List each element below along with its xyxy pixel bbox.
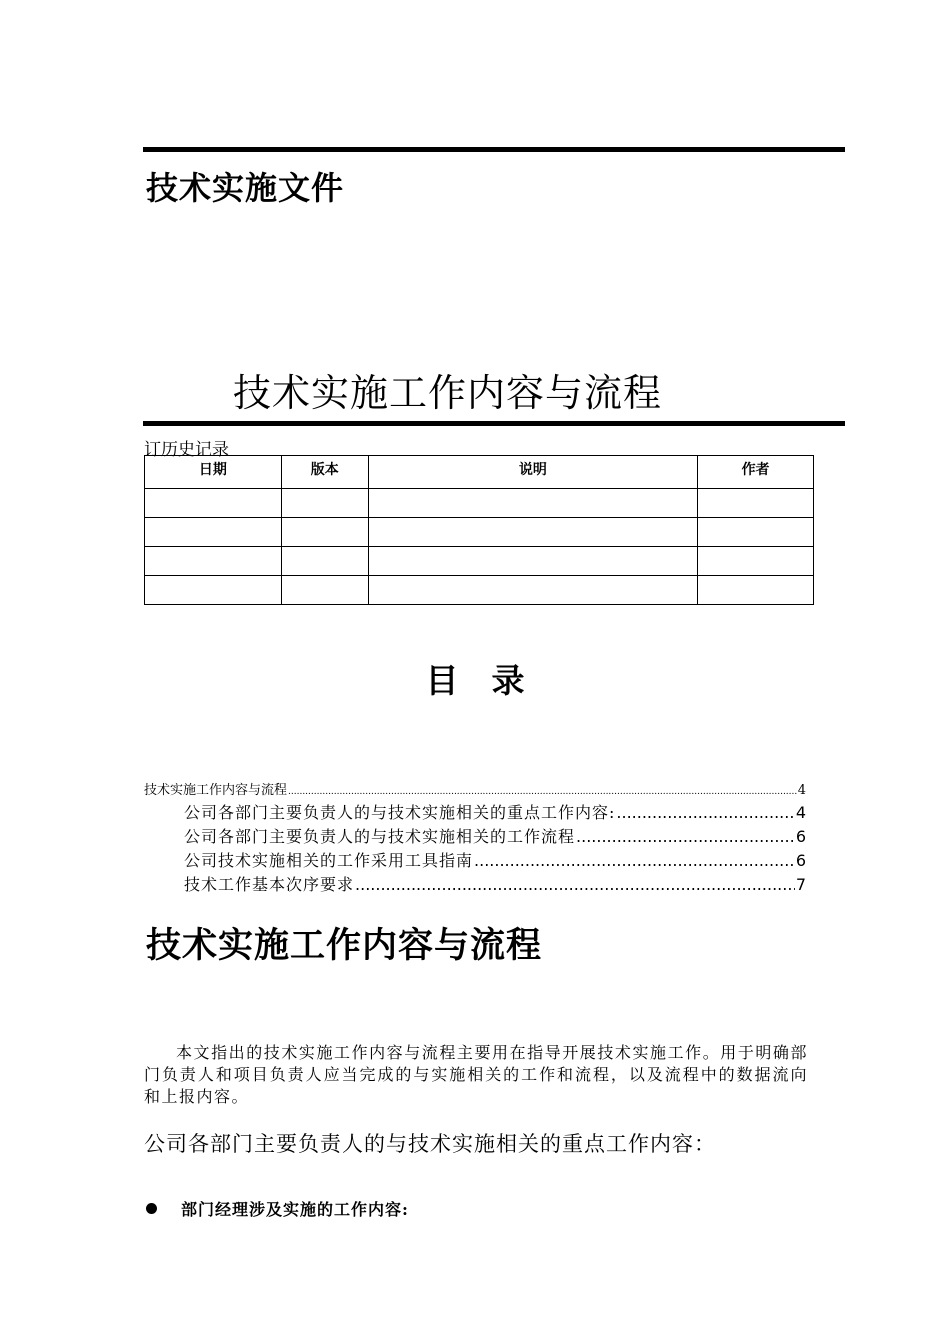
top-rule xyxy=(143,147,845,152)
header-version: 版本 xyxy=(281,456,368,489)
toc-page-number: 4 xyxy=(795,803,806,822)
table-row xyxy=(145,489,814,518)
document-label: 技术实施文件 xyxy=(146,169,345,207)
toc-leader xyxy=(576,827,795,846)
toc-page-number: 6 xyxy=(795,851,806,870)
subsection-heading: 公司各部门主要负责人的与技术实施相关的重点工作内容： xyxy=(144,1132,716,1156)
toc-page-number: 6 xyxy=(795,827,806,846)
intro-paragraph: 本文指出的技术实施工作内容与流程主要用在指导开展技术实施工作。用于明确部门负责人和项目负责人应当完成的与实施相关的工作和流程，以及流程中的数据流向和上报内容。 xyxy=(144,1043,808,1106)
toc-leader xyxy=(616,803,794,822)
table-cell xyxy=(145,576,282,605)
toc-entry[interactable] xyxy=(184,872,806,895)
toc-page-number: 4 xyxy=(797,783,806,798)
table-cell xyxy=(145,489,282,518)
bullet-dot-icon xyxy=(146,1203,157,1214)
title-rule xyxy=(143,421,845,426)
bullet-text: 部门经理涉及实施的工作内容: xyxy=(181,1200,409,1219)
table-cell xyxy=(698,547,814,576)
header-description: 说明 xyxy=(368,456,697,489)
table-row xyxy=(145,576,814,605)
toc-entry-text: 技术工作基本次序要求 xyxy=(184,875,355,894)
toc-page-number: 7 xyxy=(795,875,806,894)
table-cell xyxy=(368,576,697,605)
table-cell xyxy=(698,576,814,605)
table-cell xyxy=(281,489,368,518)
toc-entry[interactable] xyxy=(184,848,806,871)
toc-entry[interactable] xyxy=(184,800,806,823)
table-row xyxy=(145,518,814,547)
revision-header-row xyxy=(145,456,814,489)
table-cell xyxy=(281,576,368,605)
table-cell xyxy=(368,518,697,547)
section-heading: 技术实施工作内容与流程 xyxy=(146,925,543,966)
toc-heading: 目 录 xyxy=(425,661,525,700)
table-cell xyxy=(145,518,282,547)
toc-leader xyxy=(355,875,795,894)
document-title: 技术实施工作内容与流程 xyxy=(233,371,663,415)
toc-entry[interactable] xyxy=(184,824,806,847)
table-cell xyxy=(698,518,814,547)
revision-caption: 订历史记录 xyxy=(144,440,229,460)
header-author: 作者 xyxy=(698,456,814,489)
header-date: 日期 xyxy=(145,456,282,489)
bullet-item xyxy=(146,1197,409,1220)
toc-entry-text: 公司各部门主要负责人的与技术实施相关的重点工作内容: xyxy=(184,803,616,822)
toc-entry-text: 公司各部门主要负责人的与技术实施相关的工作流程 xyxy=(184,827,576,846)
toc-entry-text: 技术实施工作内容与流程 xyxy=(144,783,288,798)
table-cell xyxy=(368,547,697,576)
table-cell xyxy=(698,489,814,518)
toc-leader xyxy=(474,851,795,870)
table-row xyxy=(145,547,814,576)
toc-entry[interactable] xyxy=(144,779,806,798)
table-cell xyxy=(368,489,697,518)
table-cell xyxy=(145,547,282,576)
table-cell xyxy=(281,518,368,547)
toc-entry-text: 公司技术实施相关的工作采用工具指南 xyxy=(184,851,474,870)
revision-table xyxy=(144,455,814,605)
table-cell xyxy=(281,547,368,576)
toc-leader xyxy=(288,787,797,797)
